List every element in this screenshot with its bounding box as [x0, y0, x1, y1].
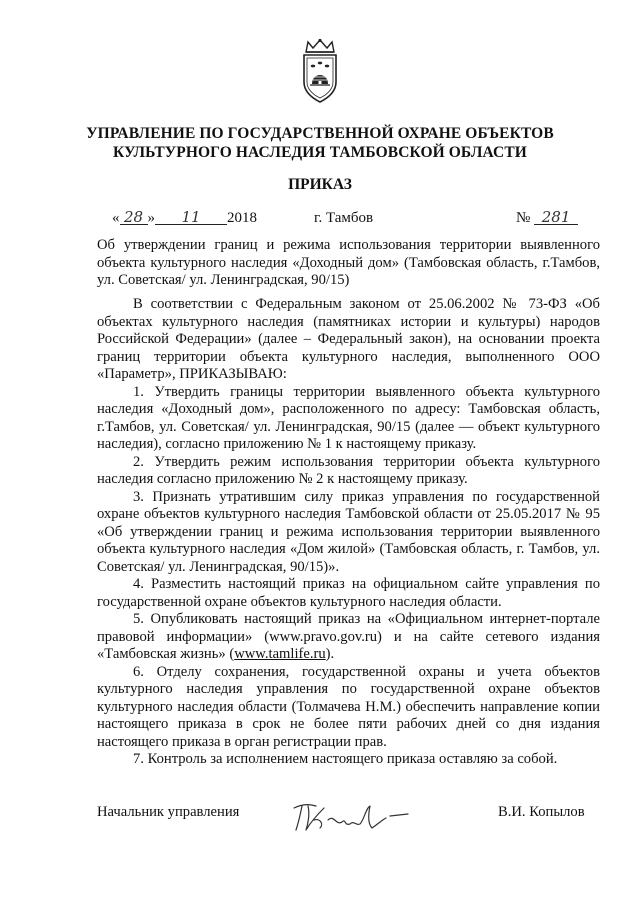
order-city: г. Тамбов — [314, 210, 374, 226]
organization-name-line-2: КУЛЬТУРНОГО НАСЛЕДИЯ ТАМБОВСКОЙ ОБЛАСТИ — [113, 144, 527, 161]
order-date — [112, 208, 257, 228]
item-6: 6. Отделу сохранения, государственной охраны и учета объектов культурного наследия управления по государственной охране объектов культурного наследия области (Толмачева Н.М.) обеспечить направление копии настоящего приказа в срок не более пяти рабочих дней со дня издания настоящего приказа в орган регистрации прав. — [97, 663, 600, 750]
item-1: 1. Утвердить границы территории выявленного объекта культурного наследия «Доходный дом», расположенного по адресу: Тамбовская область, г.Тамбов, ул. Советская/ ул. Ленинградская, 90/15 (далее — объект культурного наследия), согласно приложению № 1 к настоящему приказу. — [97, 383, 600, 452]
item-2: 2. Утвердить режим использования территории объекта культурного наследия согласно приложению № 2 к настоящему приказу. — [97, 453, 600, 487]
date-year: 2018 — [227, 210, 257, 226]
order-subject: Об утверждении границ и режима использования территории выявленного объекта культурного наследия «Доходный дом» (Тамбовская область, г.Тамбов, ул. Советская/ ул. Ленинградская, 90/15) — [97, 237, 600, 288]
item-5-end: ). — [325, 646, 335, 662]
number-prefix: № — [516, 210, 531, 226]
intro-paragraph: В соответствии с Федеральным законом от 25.06.2002 № 73-ФЗ «Об объектах культурного наследия (памятниках истории и культуры) народов Российской Федерации» (далее – Федеральный закон), на основании проекта границ территории объекта культурного наследия, выполненного ООО «Параметр», ПРИКАЗЫВАЮ: — [97, 296, 600, 382]
tambov-coat-of-arms-icon — [298, 38, 342, 104]
signatory-name: В.И. Копылов — [498, 804, 585, 820]
item-5 — [97, 611, 600, 664]
document-type-title: ПРИКАЗ — [288, 176, 352, 193]
order-number — [516, 208, 578, 228]
date-day: 28 — [120, 208, 148, 225]
handwritten-signature — [290, 798, 420, 834]
order-body — [97, 296, 600, 769]
signatory-position: Начальник управления — [97, 804, 240, 820]
item-7: 7. Контроль за исполнением настоящего приказа оставляю за собой. — [133, 751, 558, 767]
quote-open: « — [112, 210, 120, 226]
tamlife-link[interactable]: www.tamlife.ru — [234, 646, 326, 662]
item-3: 3. Признать утратившим силу приказ управления по государственной охране объектов культурного наследия Тамбовской области от 25.05.2017 № 95 «Об утверждении границ и режима использования территории выявленного объекта культурного наследия «Дом жилой» (Тамбовская область, г. Тамбов, ул. Советская/ ул. Ленинградская, 90/15)». — [97, 488, 600, 575]
organization-name-line-1: УПРАВЛЕНИЕ ПО ГОСУДАРСТВЕННОЙ ОХРАНЕ ОБЪЕКТОВ — [86, 125, 554, 142]
quote-close: » — [147, 210, 155, 226]
item-5-text: 5. Опубликовать настоящий приказ на «Официальном интернет-портале правовой информации» (www.pravo.gov.ru) и на сайте сетевого издания «Тамбовская жизнь» ( — [97, 611, 600, 662]
number-value: 281 — [534, 208, 578, 225]
item-4: 4. Разместить настоящий приказ на официальном сайте управления по государственной охране объектов культурного наследия области. — [97, 576, 600, 610]
date-month: 11 — [155, 208, 227, 225]
